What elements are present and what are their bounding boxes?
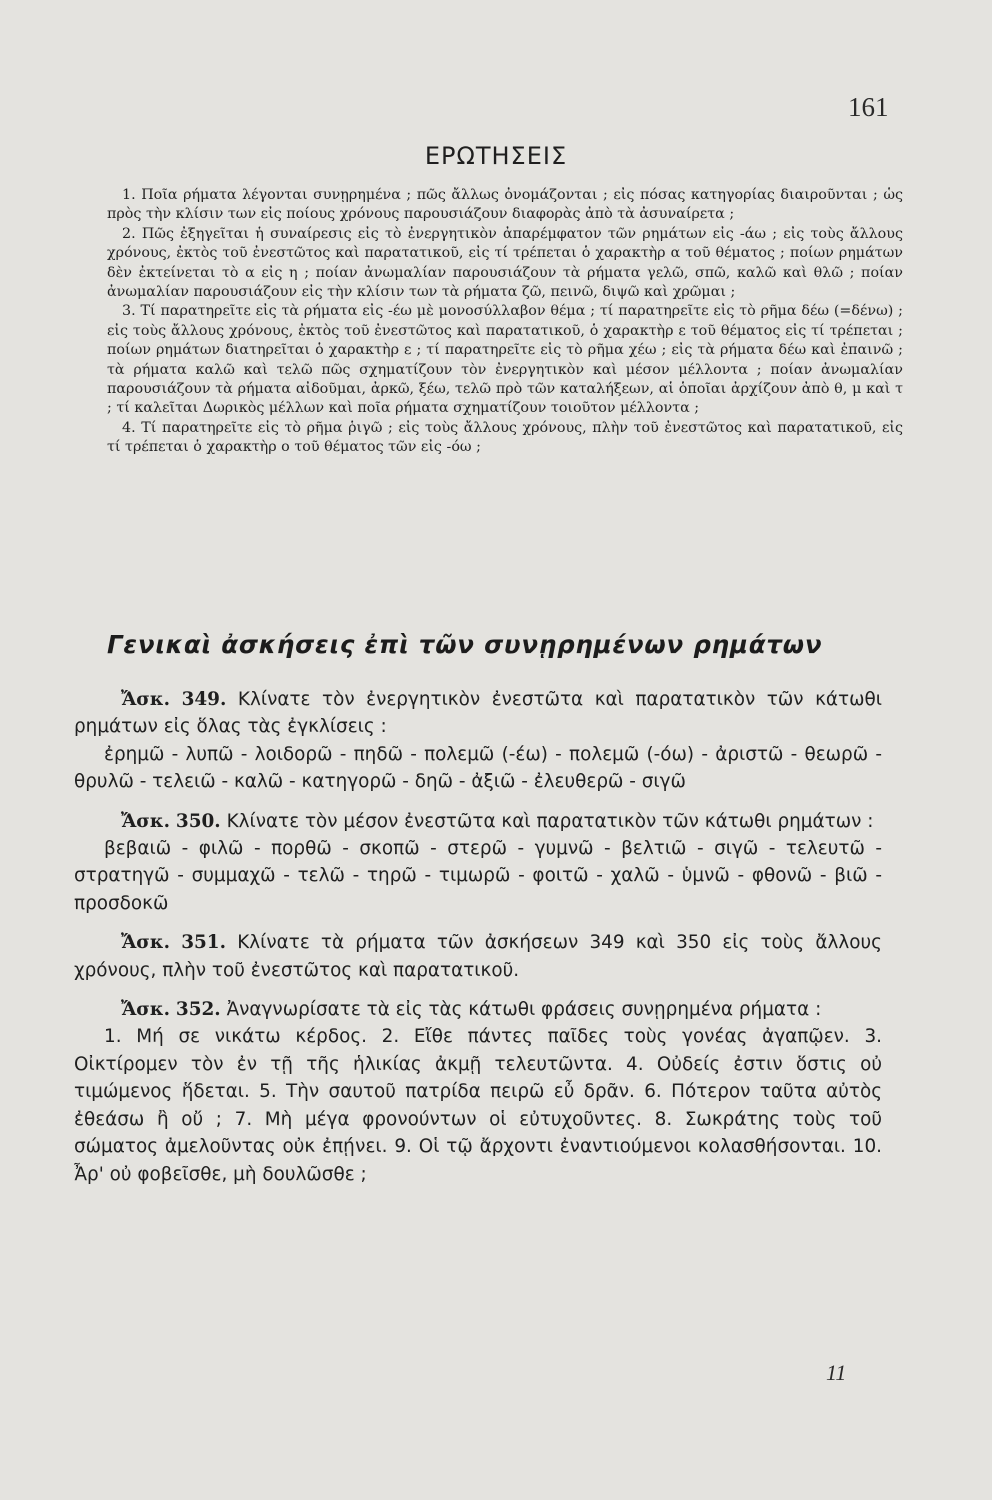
exercise-number: 349. [181, 689, 227, 710]
exercise-instruction: Κλίνατε τὸν ἐνεργητικὸν ἐνεστῶτα καὶ παρατατικὸν τῶν κάτωθι ρημάτων εἰς ὅλας τὰς ἐγκλίσεις : [74, 689, 882, 738]
exercise-verb-list: βεβαιῶ - φιλῶ - πορθῶ - σκοπῶ - στερῶ - γυμνῶ - βελτιῶ - σιγῶ - τελευτῶ - στρατηγῶ - συμμαχῶ - τελῶ - τηρῶ - τιμωρῶ - φοιτῶ - χαλῶ - ὑμνῶ - φθονῶ - βιῶ - προσδοκῶ [74, 838, 882, 914]
exercise-instruction: Κλίνατε τὸν μέσον ἐνεστῶτα καὶ παρατατικὸν τῶν κάτωθι ρημάτων : [226, 810, 874, 832]
question-item: 3. Τί παρατηρεῖτε εἰς τὰ ρήματα εἰς -έω μὲ μονοσύλλαβον θέμα ; τί παρατηρεῖτε εἰς τὸ ρῆμα δέω (=δένω) ; εἰς τοὺς ἄλλους χρόνους, ἐκτὸς τοῦ ἐνεστῶτος καὶ παρατατικοῦ, ὁ χαρακτὴρ ε τοῦ θέματος εἰς τί τρέπεται ; ποίων ρημάτων διατηρεῖται ὁ χαρακτὴρ ε ; τί παρατηρεῖτε εἰς τὸ ρῆμα χέω ; εἰς τὰ ρήματα δέω καὶ ἐπαινῶ ; τὰ ρήματα καλῶ καὶ τελῶ πῶς σχηματίζουν τὸν ἐνεργητικὸν καὶ μέσον μέλλοντα ; ποίαν ἀνωμαλίαν παρουσιάζουν τὰ ρήματα αἰδοῦμαι, ἀρκῶ, ξέω, τελῶ πρὸ τῶν καταλήξεων, αἱ ὁποῖαι ἀρχίζουν ἀπὸ θ, μ καὶ τ ; τί καλεῖται Δωρικὸς μέλλων καὶ ποῖα ρήματα σχηματίζουν τοιοῦτον μέλλοντα ; [107, 303, 903, 417]
exercise-verb-list: ἐρημῶ - λυπῶ - λοιδορῶ - πηδῶ - πολεμῶ (-έω) - πολεμῶ (-όω) - ἀριστῶ - θεωρῶ - θρυλῶ - τελειῶ - καλῶ - κατηγορῶ - δηῶ - ἀξιῶ - ἐλευθερῶ - σιγῶ [74, 743, 882, 793]
exercise-instruction: Ἀναγνωρίσατε τὰ εἰς τὰς κάτωθι φράσεις συνῃρημένα ρήματα : [226, 999, 822, 1021]
exercise-label: Ἄσκ. [121, 689, 171, 710]
exercise-intro [74, 996, 882, 1023]
exercise-label: Ἄσκ. [121, 932, 171, 954]
exercise-number: 352. [175, 999, 221, 1021]
question-item: 1. Ποῖα ρήματα λέγονται συνῃρημένα ; πῶς ἄλλως ὀνομάζονται ; εἰς πόσας κατηγορίας διαιροῦνται ; ὡς πρὸς τὴν κλίσιν των εἰς ποίους χρόνους παρουσιάζουν διαφορὰς ἀπὸ τὰ ἀσυναίρετα ; [107, 187, 903, 223]
questions-heading: ΕΡΩΤΗΣΕΙΣ [424, 142, 568, 170]
exercise-number: 350. [175, 810, 221, 832]
exercise-number: 351. [181, 932, 227, 954]
questions-block [107, 186, 903, 458]
exercise-350 [74, 808, 882, 918]
exercise-intro [74, 686, 882, 741]
exercise-349 [74, 686, 882, 796]
exercise-intro [74, 929, 882, 984]
exercise-351 [74, 929, 882, 984]
signature-mark: 11 [826, 1360, 847, 1385]
exercise-sentences: 1. Μή σε νικάτω κέρδος. 2. Εἴθε πάντες παῖδες τοὺς γονέας ἀγαπῷεν. 3. Οἰκτίρομεν τὸν ἐν τῇ τῆς ἡλικίας ἀκμῇ τελευτῶντα. 4. Οὐδείς ἐστιν ὅστις οὐ τιμώμενος ἥδεται. 5. Τὴν σαυτοῦ πατρίδα πειρῶ εὖ δρᾶν. 6. Πότερον ταῦτα αὐτὸς ἐθεάσω ἢ οὔ ; 7. Μὴ μέγα φρονούντων οἱ εὐτυχοῦντες. 8. Σωκράτης τοὺς τοῦ σώματος ἀμελοῦντας οὐκ ἐπῄνει. 9. Οἱ τῷ ἄρχοντι ἐναντιούμενοι κολασθήσονται. 10. Ἆρ' οὐ φοβεῖσθε, μὴ δουλῶσθε ; [74, 1026, 882, 1185]
section-heading: Γενικαὶ ἀσκήσεις ἐπὶ τῶν συνῃρημένων ρημάτων [107, 630, 823, 659]
exercise-instruction: Κλίνατε τὰ ρήματα τῶν ἀσκήσεων 349 καὶ 350 εἰς τοὺς ἄλλους χρόνους, πλὴν τοῦ ἐνεστῶτος καὶ παρατατικοῦ. [74, 932, 882, 981]
question-item: 4. Τί παρατηρεῖτε εἰς τὸ ρῆμα ῥιγῶ ; εἰς τοὺς ἄλλους χρόνους, πλὴν τοῦ ἐνεστῶτος καὶ παρατατικοῦ, εἰς τί τρέπεται ὁ χαρακτὴρ ο τοῦ θέματος τῶν εἰς -όω ; [107, 419, 903, 456]
page-number: 161 [848, 92, 889, 122]
exercise-intro [74, 808, 882, 835]
question-item: 2. Πῶς ἐξηγεῖται ἡ συναίρεσις εἰς τὸ ἐνεργητικὸν ἀπαρέμφατον τῶν ρημάτων εἰς -άω ; εἰς τοὺς ἄλλους χρόνους, ἐκτὸς τοῦ ἐνεστῶτος καὶ παρατατικοῦ, εἰς τί τρέπεται ὁ χαρακτὴρ α τοῦ θέματος ; ποίων ρημάτων δὲν ἐκτείνεται τὸ α εἰς η ; ποίαν ἀνωμαλίαν παρουσιάζουν τὰ ρήματα γελῶ, σπῶ, καλῶ καὶ θλῶ ; ποίαν ἀνωμαλίαν παρουσιάζουν εἰς τὴν κλίσιν των τὰ ρήματα ζῶ, πεινῶ, διψῶ καὶ χρῶμαι ; [107, 225, 903, 301]
exercise-label: Ἄσκ. [121, 810, 171, 832]
exercises-block [74, 686, 882, 1200]
exercise-352 [74, 996, 882, 1188]
exercise-label: Ἄσκ. [121, 999, 171, 1021]
